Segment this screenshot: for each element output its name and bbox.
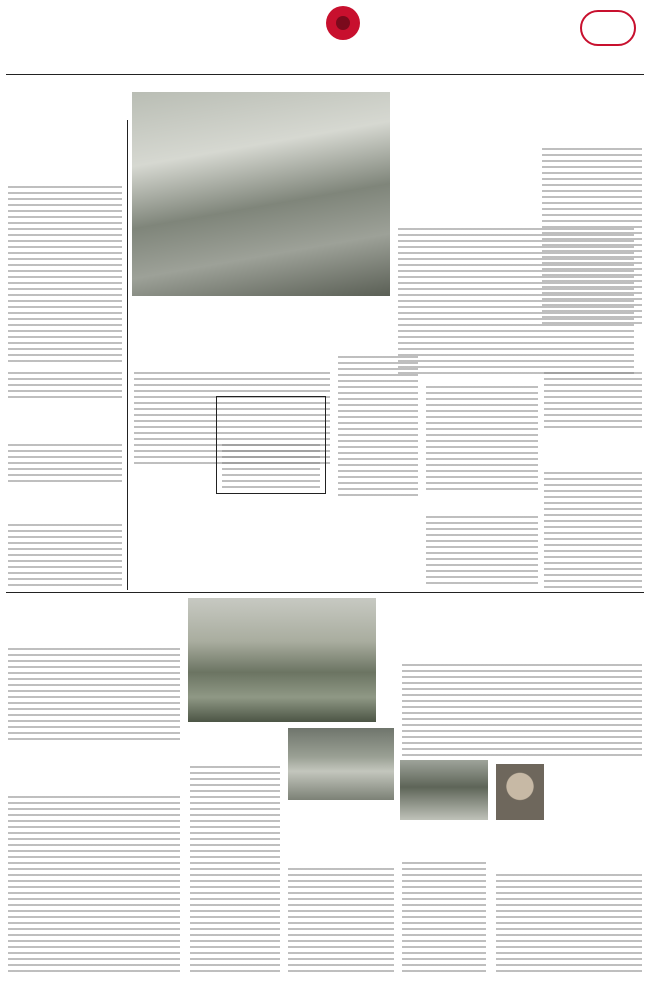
main-photo-caption — [132, 298, 390, 308]
village-box-story — [222, 400, 320, 440]
soil-story-body — [8, 796, 180, 976]
right-mid-story — [542, 330, 644, 366]
love-story-body — [426, 516, 538, 588]
protest-box-story — [400, 824, 488, 858]
main-photo — [132, 92, 390, 296]
crop-story — [400, 598, 644, 660]
section-title — [262, 28, 442, 58]
right-top-story — [540, 96, 644, 142]
rice-photo — [188, 598, 376, 722]
dateline — [150, 62, 500, 72]
hunger-strike-body — [338, 356, 418, 496]
love-story — [424, 492, 538, 514]
right-mid-second-story — [542, 432, 644, 468]
river-story — [132, 312, 332, 370]
left-second-body — [8, 372, 122, 402]
road-story — [286, 814, 396, 864]
left-column-rule — [127, 120, 128, 590]
hijab-story-body — [496, 874, 642, 976]
cattle-theft-body — [426, 386, 538, 490]
masthead-rule — [6, 74, 644, 75]
road-story-body — [288, 868, 394, 976]
cattle-theft-story — [424, 336, 538, 382]
road-photo-caption — [288, 802, 394, 812]
protest-box-body — [402, 862, 486, 976]
left-second-story — [6, 318, 124, 358]
mid-page-rule — [6, 592, 644, 593]
masthead — [0, 0, 650, 72]
soil-story — [6, 752, 182, 792]
portrait-photo — [496, 764, 544, 820]
election-box-body — [190, 766, 280, 976]
hunger-strike-story — [338, 312, 418, 352]
crop-story-body — [402, 664, 642, 756]
rice-story — [6, 598, 182, 644]
hijab-story — [494, 826, 644, 870]
right-top-body — [542, 148, 642, 326]
left-fourth-body — [8, 524, 122, 588]
left-fourth-story — [6, 490, 124, 520]
village-box-body — [222, 444, 320, 490]
road-photo — [288, 728, 394, 800]
left-third-story — [6, 410, 124, 440]
paper-logo — [200, 18, 258, 40]
election-box-story — [188, 728, 282, 762]
page-number — [580, 10, 636, 46]
right-mid-body — [544, 372, 642, 428]
rice-story-body — [8, 648, 180, 744]
left-third-body — [8, 444, 122, 486]
tree-photo — [400, 760, 488, 820]
right-mid-second-body — [544, 472, 642, 588]
